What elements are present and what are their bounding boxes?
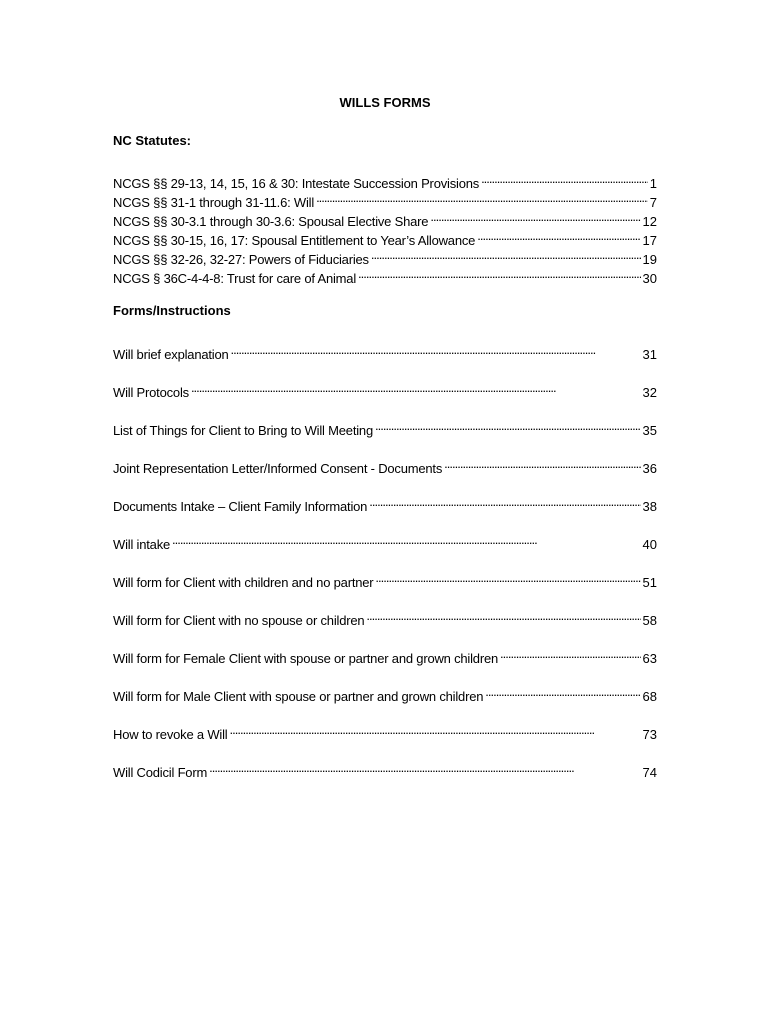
dot-leader — [375, 416, 641, 435]
toc-row-form[interactable] — [113, 682, 657, 704]
toc-row-form[interactable] — [113, 416, 657, 438]
toc-entry-label: NCGS §§ 30-15, 16, 17: Spousal Entitlement to Year’s Allowance — [113, 233, 476, 248]
toc-entry-label: Will Protocols — [113, 385, 189, 400]
toc-entry-label: Will brief explanation — [113, 347, 229, 362]
dot-leader — [191, 378, 641, 397]
toc-row-form[interactable] — [113, 454, 657, 476]
dot-leader — [485, 682, 640, 701]
toc-page-number: 63 — [642, 651, 657, 666]
toc-entry-label: Will intake — [113, 537, 171, 552]
dot-leader — [481, 169, 648, 188]
toc-row-form[interactable] — [113, 340, 657, 362]
toc-page-number: 19 — [642, 252, 657, 267]
toc-entry-label: Will form for Client with children and no partner — [113, 575, 374, 590]
forms-heading: Forms/Instructions — [113, 303, 231, 318]
dot-leader — [172, 530, 640, 549]
toc-page-number: 58 — [642, 613, 657, 628]
toc-row-form[interactable] — [113, 606, 657, 628]
toc-row-form[interactable] — [113, 644, 657, 666]
toc-entry-label: List of Things for Client to Bring to Will Meeting — [113, 423, 373, 438]
toc-entry-label: Will form for Male Client with spouse or partner and grown children — [113, 689, 484, 704]
toc-entry-label: NCGS §§ 32-26, 32-27: Powers of Fiduciaries — [113, 252, 369, 267]
toc-entry-label: NCGS §§ 29-13, 14, 15, 16 & 30: Intestate Succession Provisions — [113, 176, 480, 191]
toc-page-number: 12 — [642, 214, 657, 229]
dot-leader — [444, 454, 640, 473]
toc-page-number: 17 — [642, 233, 657, 248]
toc-page-number: 30 — [642, 271, 657, 286]
toc-page-number: 35 — [642, 423, 657, 438]
toc-entry-label: How to revoke a Will — [113, 727, 228, 742]
toc-page-number: 7 — [649, 195, 657, 210]
toc-entry-label: Will Codicil Form — [113, 765, 208, 780]
toc-page-number: 68 — [642, 689, 657, 704]
toc-page-number: 31 — [642, 347, 657, 362]
dot-leader — [371, 245, 641, 264]
dot-leader — [231, 340, 641, 359]
toc-entry-label: NCGS § 36C-4-4-8: Trust for care of Animal — [113, 271, 357, 286]
dot-leader — [316, 188, 648, 207]
toc-row-form[interactable] — [113, 720, 657, 742]
toc-entry-label: Will form for Client with no spouse or children — [113, 613, 365, 628]
statutes-heading: NC Statutes: — [113, 133, 192, 148]
toc-row-form[interactable] — [113, 568, 657, 590]
toc-page-number: 38 — [642, 499, 657, 514]
toc-page-number: 40 — [642, 537, 657, 552]
forms-toc — [113, 340, 657, 796]
dot-leader — [369, 492, 640, 511]
dot-leader — [375, 568, 640, 587]
toc-entry-label: Joint Representation Letter/Informed Consent - Documents — [113, 461, 443, 476]
dot-leader — [358, 264, 641, 283]
dot-leader — [209, 758, 640, 777]
toc-page-number: 74 — [642, 765, 657, 780]
toc-entry-label: Will form for Female Client with spouse or partner and grown children — [113, 651, 499, 666]
toc-entry-label: NCGS §§ 30-3.1 through 30-3.6: Spousal Elective Share — [113, 214, 429, 229]
document-title: WILLS FORMS — [339, 95, 431, 110]
toc-entry-label: NCGS §§ 31-1 through 31-11.6: Will — [113, 195, 315, 210]
toc-row-form[interactable] — [113, 492, 657, 514]
toc-page-number: 51 — [642, 575, 657, 590]
toc-page-number: 73 — [642, 727, 657, 742]
toc-row-statute[interactable] — [113, 169, 657, 191]
toc-row-form[interactable] — [113, 758, 657, 780]
dot-leader — [229, 720, 640, 739]
toc-page-number: 32 — [642, 385, 657, 400]
toc-row-form[interactable] — [113, 530, 657, 552]
statutes-toc — [113, 169, 657, 286]
toc-row-form[interactable] — [113, 378, 657, 400]
dot-leader — [430, 207, 640, 226]
toc-page-number: 36 — [642, 461, 657, 476]
dot-leader — [477, 226, 640, 245]
toc-page-number: 1 — [649, 176, 657, 191]
toc-entry-label: Documents Intake – Client Family Information — [113, 499, 368, 514]
dot-leader — [366, 606, 640, 625]
dot-leader — [500, 644, 641, 663]
